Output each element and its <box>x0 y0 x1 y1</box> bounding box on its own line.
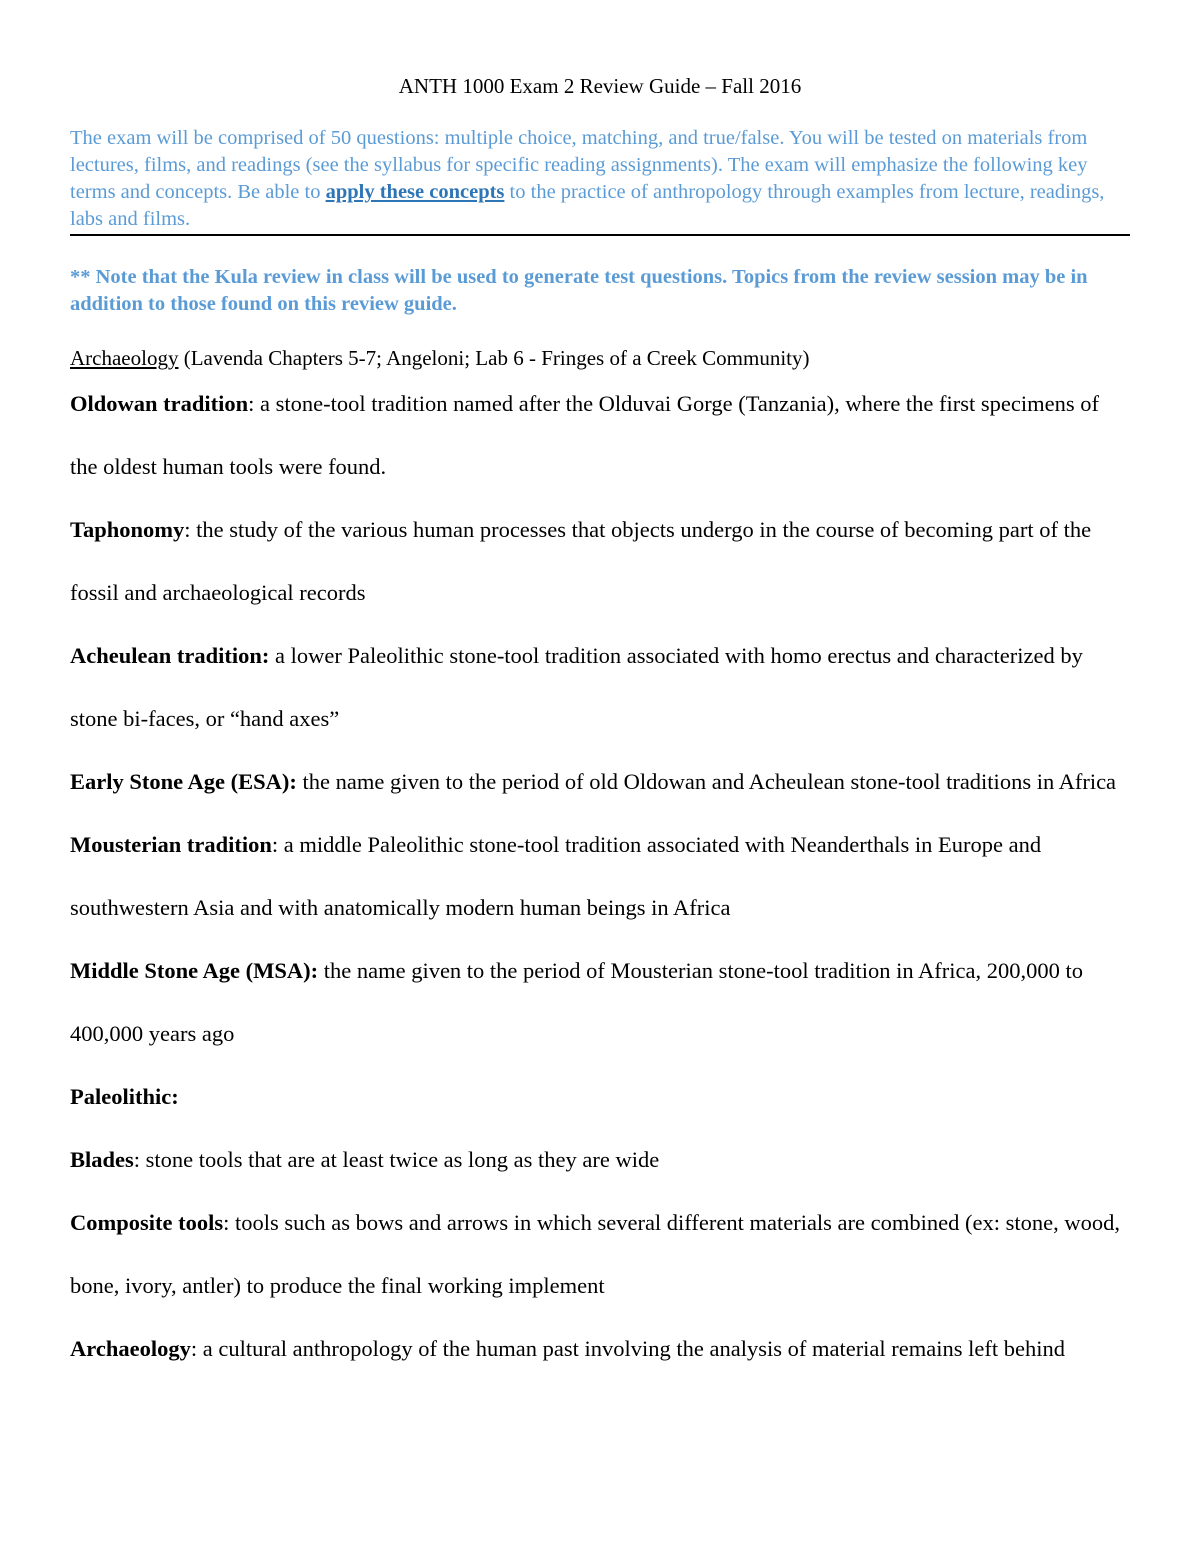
term-entry <box>70 1128 1130 1191</box>
intro-text-before: The exam will be comprised of 50 questions: multiple choice, matching, and true/false. You will be tested on materials from lectures, films, and readings (see the syllabus for specific reading assignments). The exam will emphasize the following key terms and concepts. Be able to <box>70 127 1088 203</box>
term-definition: a cultural anthropology of the human past involving the analysis of material remains left behind <box>197 1336 1065 1361</box>
term-definition: the name given to the period of Mousterian stone-tool tradition in Africa, 200,000 to 400,000 years ago <box>70 958 1083 1046</box>
term-definition: tools such as bows and arrows in which several different materials are combined (ex: stone, wood, bone, ivory, antler) to produce the final working implement <box>70 1210 1120 1298</box>
intro-paragraph <box>70 125 1130 233</box>
term-separator: : <box>190 1336 198 1361</box>
term-definition: a stone-tool tradition named after the Olduvai Gorge (Tanzania), where the first specimens of the oldest human tools were found. <box>70 391 1100 479</box>
term-definition: a lower Paleolithic stone-tool tradition associated with homo erectus and characterized by stone bi-faces, or “hand axes” <box>70 643 1083 731</box>
term-entry <box>70 1065 1130 1128</box>
term-entry <box>70 624 1130 750</box>
term-entry <box>70 498 1130 624</box>
horizontal-divider <box>70 234 1130 236</box>
term-definition: stone tools that are at least twice as long as they are wide <box>140 1147 660 1172</box>
term-name: Paleolithic: <box>70 1084 179 1109</box>
term-name: Composite tools <box>70 1210 224 1235</box>
term-separator: : <box>271 832 279 857</box>
term-entry <box>70 813 1130 939</box>
intro-emphasis: apply these concepts <box>325 181 505 203</box>
term-name: Acheulean tradition: <box>70 643 270 668</box>
term-name: Mousterian tradition <box>70 832 272 857</box>
term-definition: the name given to the period of old Oldowan and Acheulean stone-tool traditions in Africa <box>296 769 1117 794</box>
term-entry <box>70 1317 1130 1380</box>
term-separator: : <box>184 517 191 542</box>
term-definition: the study of the various human processes that objects undergo in the course of becoming part of the fossil and archaeological records <box>70 517 1092 605</box>
section-sources: (Lavenda Chapters 5-7; Angeloni; Lab 6 - Fringes of a Creek Community) <box>178 346 810 370</box>
term-separator: : <box>133 1147 141 1172</box>
terms-list <box>70 372 1130 1380</box>
term-definition: a middle Paleolithic stone-tool tradition associated with Neanderthals in Europe and southwestern Asia and with anatomically modern human beings in Africa <box>70 832 1042 920</box>
section-heading <box>70 344 1130 372</box>
section-title: Archaeology <box>70 346 179 370</box>
term-name: Middle Stone Age (MSA): <box>70 958 319 983</box>
term-entry <box>70 1191 1130 1317</box>
term-name: Taphonomy <box>70 517 185 542</box>
document-title: ANTH 1000 Exam 2 Review Guide – Fall 2016 <box>398 74 802 98</box>
term-entry <box>70 372 1130 498</box>
term-name: Archaeology <box>70 1336 191 1361</box>
term-name: Early Stone Age (ESA): <box>70 769 297 794</box>
term-name: Blades <box>70 1147 134 1172</box>
term-separator: : <box>223 1210 230 1235</box>
term-separator: : <box>248 391 255 416</box>
review-note: ** Note that the Kula review in class will be used to generate test questions. Topics from the review session may be in addition to those found on this review guide. <box>70 266 1088 315</box>
intro-text-after: to the practice of anthropology through examples from lecture, readings, labs and films. <box>70 181 1105 230</box>
term-entry <box>70 939 1130 1065</box>
term-name: Oldowan tradition <box>70 391 249 416</box>
term-entry <box>70 750 1130 813</box>
